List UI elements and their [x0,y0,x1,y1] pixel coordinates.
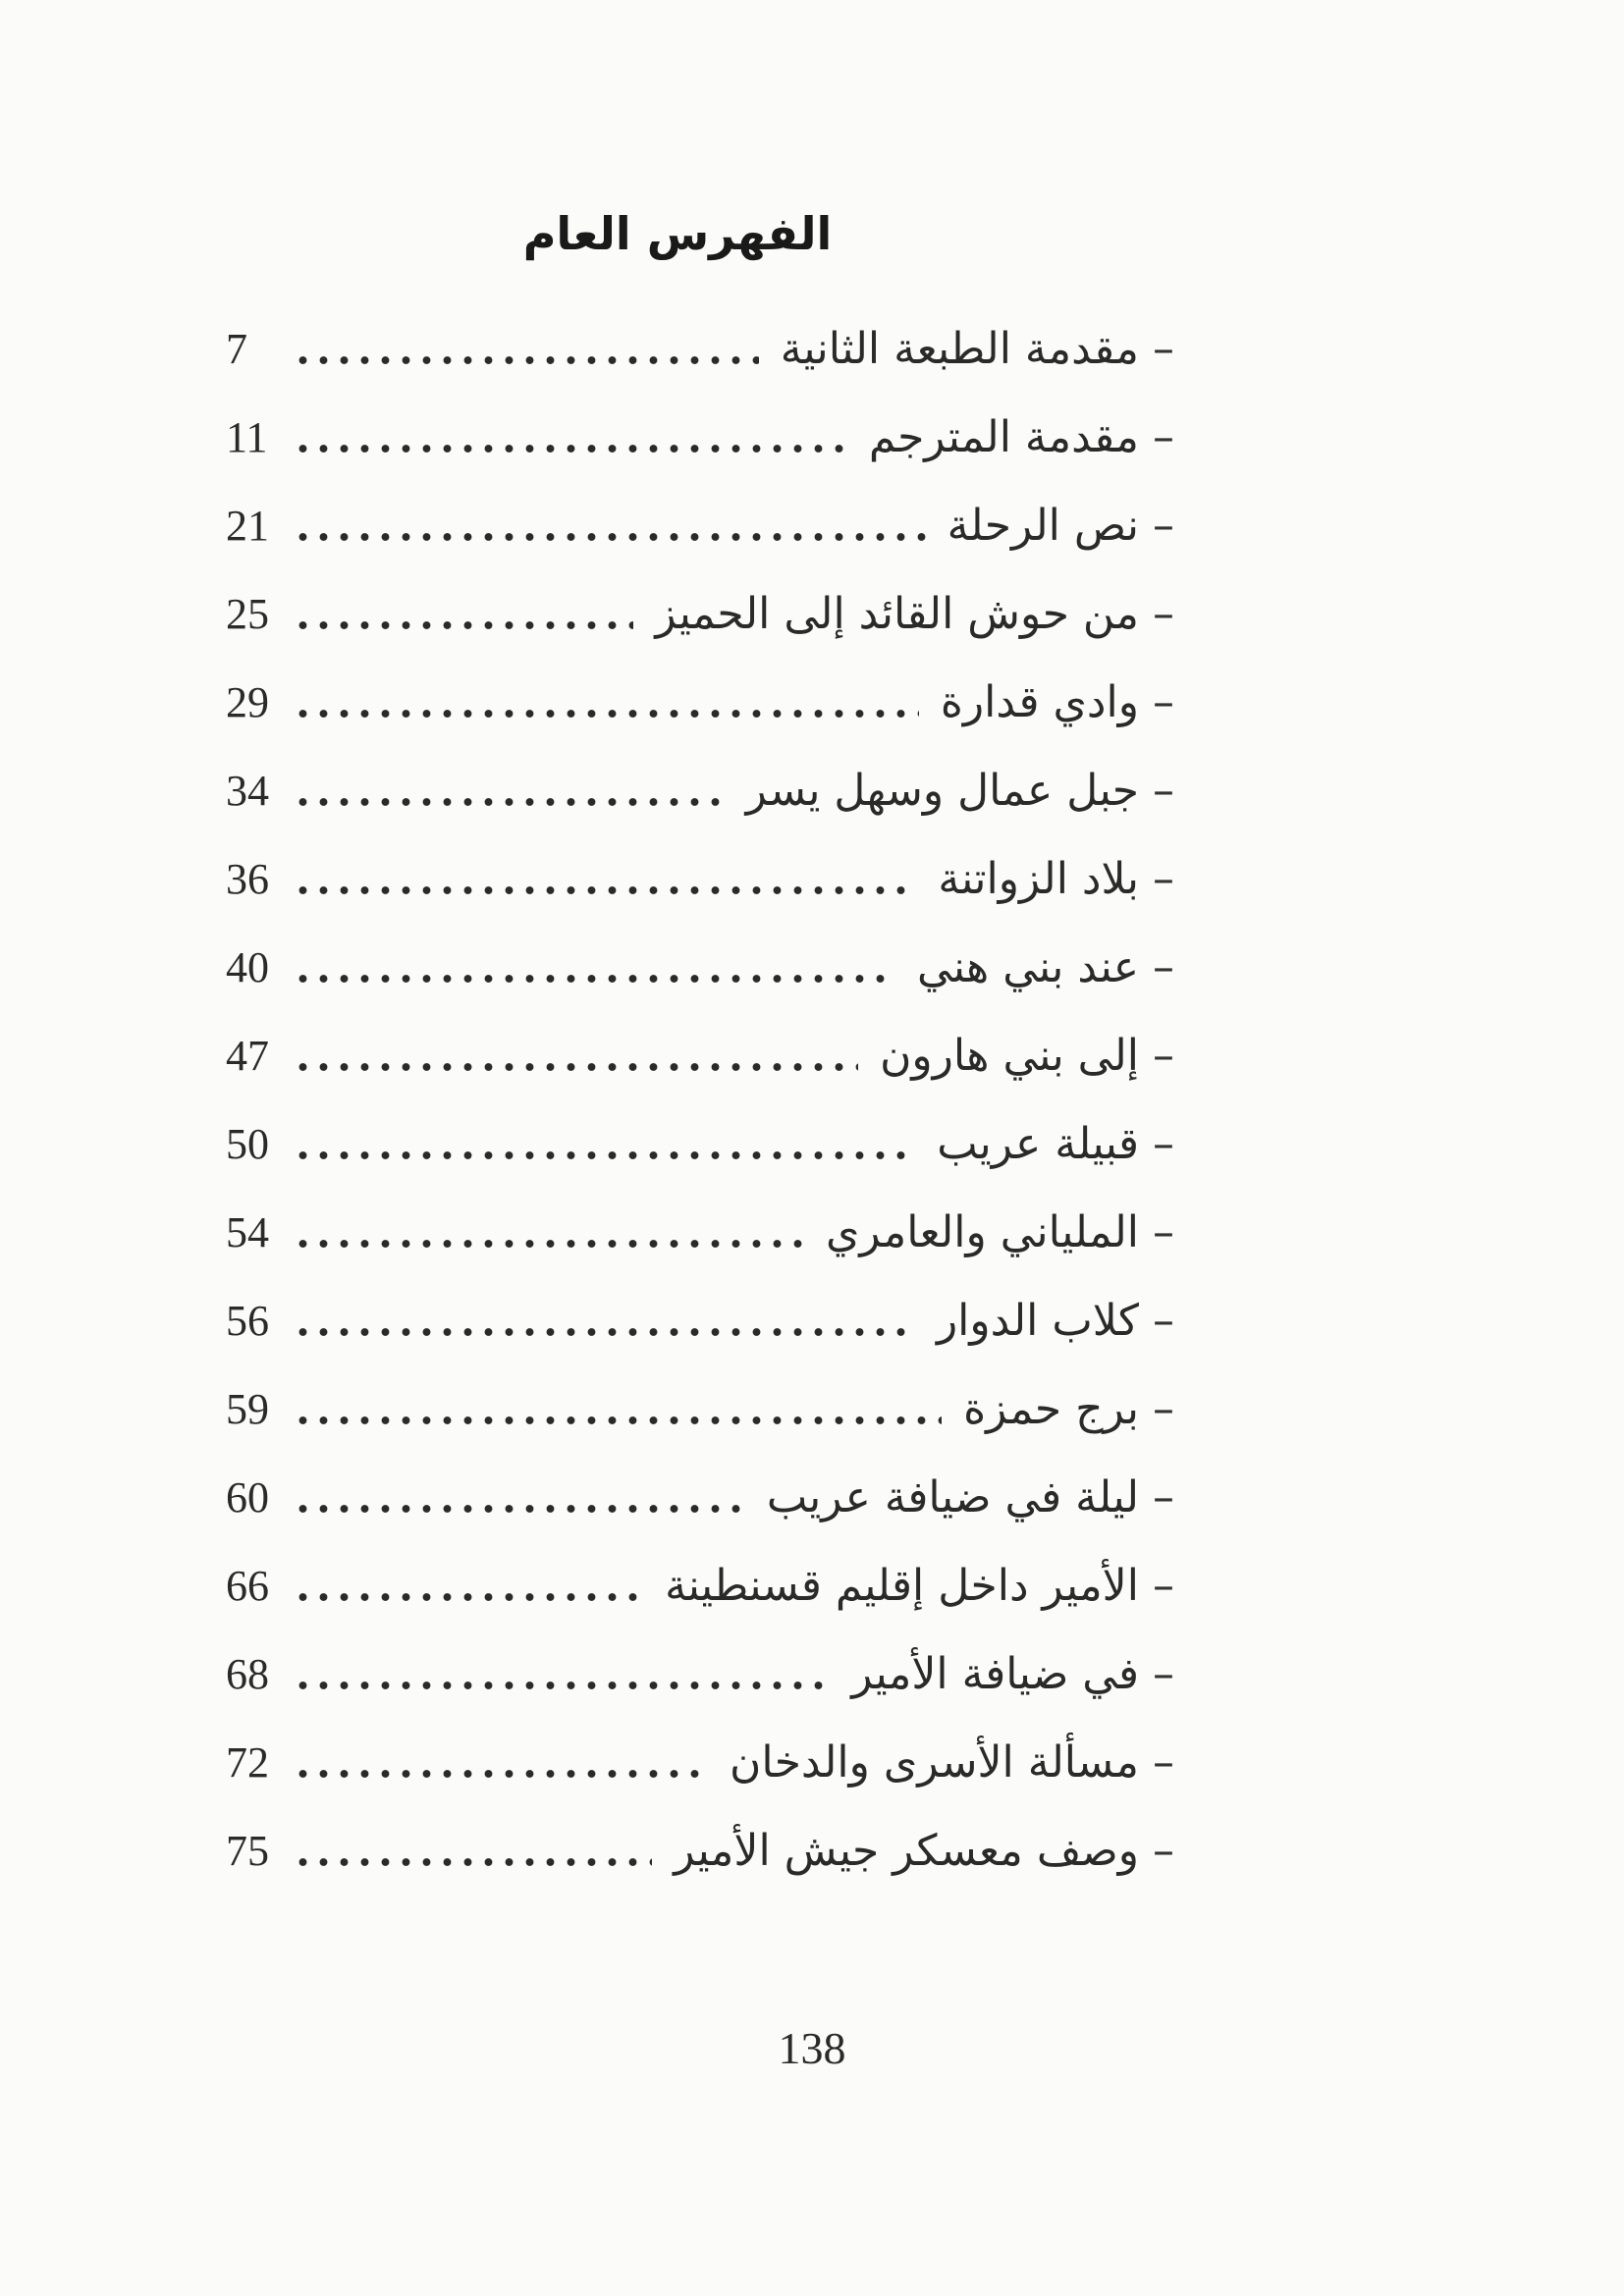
entry-dash: – [1153,411,1174,462]
dot-leader [293,1414,942,1427]
entry-title: الأمير داخل إقليم قسنطينة [665,1560,1139,1611]
dot-leader [293,883,916,897]
dot-leader [293,353,759,367]
toc-entry [226,1099,1188,1188]
entry-dash: – [1153,1736,1174,1788]
entry-page-number: 50 [226,1119,269,1168]
entry-dash: – [1153,323,1174,374]
entry-title: وادي قدارة [940,676,1139,727]
dot-leader [293,795,725,809]
dot-leader [293,1679,830,1692]
entry-dash: – [1153,853,1174,904]
entry-dash: – [1153,1295,1174,1346]
toc-entry [226,1541,1188,1629]
entry-dash: – [1153,1825,1174,1876]
dot-leader [293,707,919,721]
toc-entry [226,1364,1188,1453]
dot-leader [293,1767,708,1781]
entry-title: مسألة الأسرى والدخان [730,1736,1139,1788]
page-title: الفهرس العام [522,207,833,260]
entry-dash: – [1153,765,1174,816]
entry-title: عند بني هني [917,941,1139,992]
toc-entry [226,834,1188,923]
entry-page-number: 36 [226,854,269,903]
toc-entry [226,746,1188,834]
toc-entry [226,393,1188,481]
entry-page-number: 68 [226,1649,269,1698]
entry-title: جبل عمال وسهل يسر [745,765,1139,816]
entry-title: إلى بني هارون [880,1030,1139,1081]
toc-entry [226,1629,1188,1718]
entry-title: نص الرحلة [947,500,1139,551]
entry-dash: – [1153,1471,1174,1522]
dot-leader [293,1237,804,1251]
toc-entry [226,1718,1188,1806]
dot-leader [293,1502,745,1516]
page-number: 138 [778,2023,846,2073]
entry-title: ليلة في ضيافة عريب [766,1471,1139,1522]
toc-entry [226,1011,1188,1099]
toc-entry [226,658,1188,746]
entry-page-number: 40 [226,942,269,991]
dot-leader [293,972,895,986]
entry-page-number: 72 [226,1737,269,1787]
entry-title: في ضيافة الأمير [851,1648,1139,1699]
entry-page-number: 47 [226,1031,269,1080]
dot-leader [293,530,926,544]
toc-entry [226,1188,1188,1276]
entry-dash: – [1153,1560,1174,1611]
entry-dash: – [1153,1206,1174,1257]
entry-title: برج حمزة [963,1383,1139,1434]
entry-page-number: 75 [226,1826,269,1875]
entry-page-number: 66 [226,1561,269,1610]
entry-title: قبيلة عريب [937,1118,1139,1169]
toc-entry [226,481,1188,569]
entry-page-number: 54 [226,1207,269,1256]
dot-leader [293,618,633,632]
toc-entry [226,923,1188,1011]
entry-title: مقدمة الطبعة الثانية [780,323,1139,374]
table-of-contents [226,304,1188,1895]
entry-title: مقدمة المترجم [868,411,1139,462]
entry-title: كلاب الدوار [936,1295,1139,1346]
entry-page-number: 7 [226,324,247,373]
dot-leader [293,442,847,455]
toc-entry [226,304,1188,393]
entry-dash: – [1153,676,1174,727]
entry-page-number: 11 [226,412,268,461]
entry-page-number: 21 [226,501,269,550]
entry-page-number: 60 [226,1472,269,1522]
entry-page-number: 59 [226,1384,269,1433]
entry-dash: – [1153,941,1174,992]
entry-dash: – [1153,588,1174,639]
entry-page-number: 29 [226,677,269,726]
entry-title: من حوش القائد إلى الحميز [655,588,1139,639]
entry-page-number: 56 [226,1296,269,1345]
dot-leader [293,1855,652,1869]
entry-title: بلاد الزواتنة [938,853,1139,904]
dot-leader [293,1590,643,1604]
entry-page-number: 34 [226,766,269,815]
entry-title: وصف معسكر جيش الأمير [674,1825,1139,1876]
entry-page-number: 25 [226,589,269,638]
entry-dash: – [1153,1383,1174,1434]
toc-entry [226,1453,1188,1541]
entry-dash: – [1153,1648,1174,1699]
dot-leader [293,1148,915,1162]
dot-leader [293,1060,858,1074]
toc-entry [226,1806,1188,1895]
entry-dash: – [1153,500,1174,551]
entry-dash: – [1153,1030,1174,1081]
toc-entry [226,569,1188,658]
entry-dash: – [1153,1118,1174,1169]
dot-leader [293,1325,915,1339]
toc-entry [226,1276,1188,1364]
entry-title: الملياني والعامري [825,1206,1139,1257]
